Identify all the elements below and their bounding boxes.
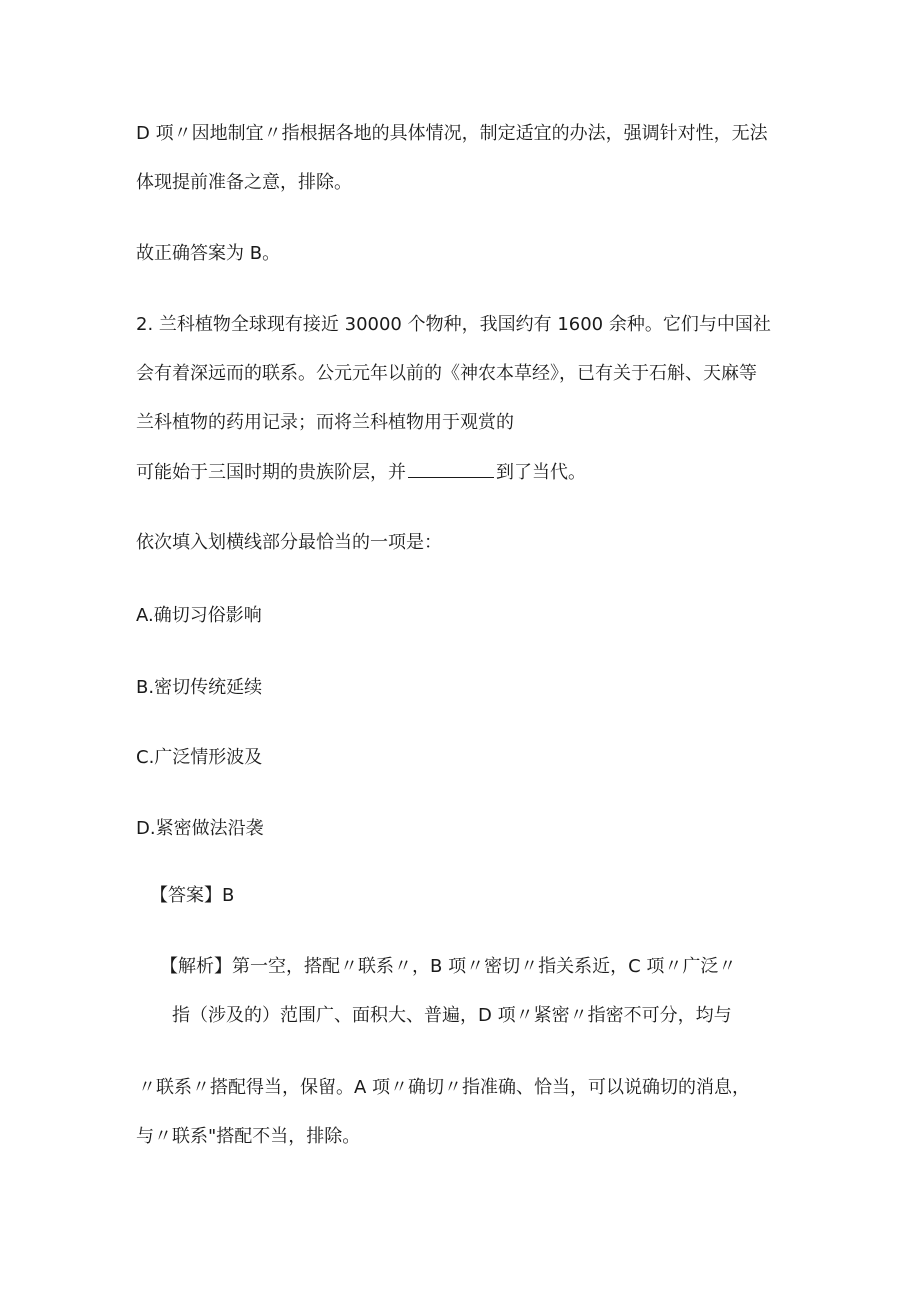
answer-label: 【答案】B — [150, 885, 235, 906]
option-c: C.广泛情形波及 — [136, 747, 263, 768]
option-d: D.紧密做法沿袭 — [136, 818, 264, 839]
analysis-option-d: D 项〃因地制宜〃指根据各地的具体情况，制定适宜的办法，强调针对性，无法 — [136, 123, 768, 144]
analysis-option-d-continued: 体现提前准备之意，排除。 — [136, 172, 352, 193]
explanation-line-1: 【解析】第一空，搭配〃联系〃，B 项〃密切〃指关系近，C 项〃广泛〃 — [160, 956, 737, 977]
question-2-line-1: 2. 兰科植物全球现有接近 30000 个物种，我国约有 1600 余种。它们与中国社 — [136, 314, 771, 335]
explanation-line-2: 指（涉及的）范围广、面积大、普遍，D 项〃紧密〃指密不可分，均与 — [172, 1005, 732, 1026]
explanation-line-3: 〃联系〃搭配得当，保留。A 项〃确切〃指准确、恰当，可以说确切的消息， — [138, 1077, 751, 1098]
question-2-line-4-before: 可能始于三国时期的贵族阶层，并 — [136, 462, 406, 483]
previous-answer: 故正确答案为 B。 — [136, 243, 281, 264]
question-prompt: 依次填入划横线部分最恰当的一项是： — [136, 532, 442, 553]
fill-in-blank — [408, 460, 494, 478]
explanation-line-4: 与〃联系"搭配不当，排除。 — [136, 1126, 361, 1147]
option-b: B.密切传统延续 — [136, 677, 263, 698]
question-2-line-3: 兰科植物的药用记录；而将兰科植物用于观赏的 — [136, 412, 514, 433]
question-2-line-4 — [136, 460, 586, 485]
question-2-line-4-after: 到了当代。 — [496, 462, 586, 483]
option-a: A.确切习俗影响 — [136, 605, 262, 626]
question-2-line-2: 会有着深远而的联系。公元元年以前的《神农本草经》，已有关于石斛、天麻等 — [136, 363, 757, 384]
